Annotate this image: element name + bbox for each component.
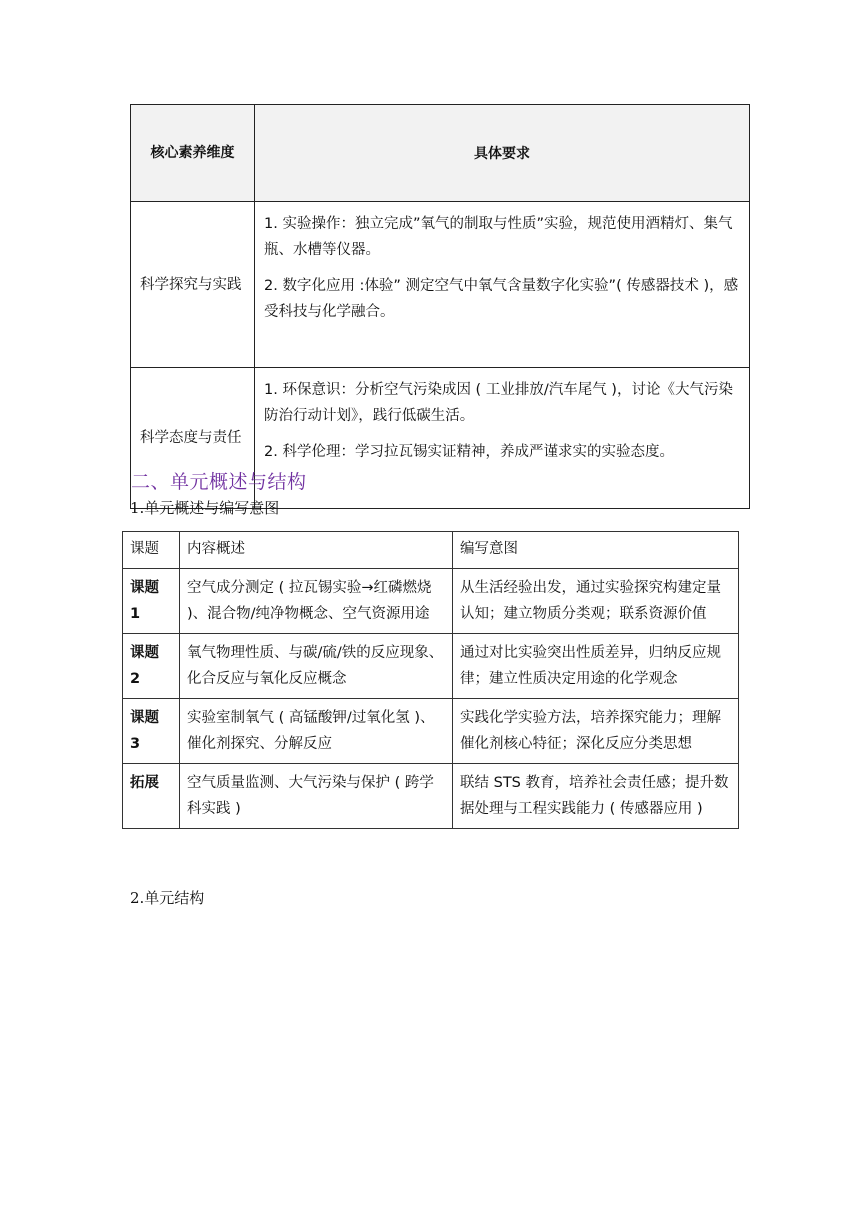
intent-cell: 通过对比实验突出性质差异，归纳反应规律；建立性质决定用途的化学观念 (453, 634, 739, 699)
requirement-item: 1. 实验操作：独立完成”氧气的制取与性质”实验，规范使用酒精灯、集气瓶、水槽等仪器。 (264, 216, 733, 258)
intent-cell: 实践化学实验方法，培养探究能力；理解催化剂核心特征；深化反应分类思想 (453, 699, 739, 764)
requirement-item: 2. 科学伦理：学习拉瓦锡实证精神，养成严谨求实的实验态度。 (264, 444, 674, 460)
table-row (123, 699, 739, 764)
subsection-title: 2.单元结构 (130, 889, 205, 907)
table-row (131, 202, 750, 368)
header-requirement: 具体要求 (255, 105, 750, 202)
requirement-item: 1. 环保意识：分析空气污染成因 ( 工业排放/汽车尾气 )，讨论《大气污染防治行动计划》，践行低碳生活。 (264, 382, 733, 424)
table-header-row (123, 532, 739, 569)
table-row (123, 569, 739, 634)
dimension-cell: 科学态度与责任 (131, 368, 255, 509)
table-row (123, 764, 739, 829)
content-cell: 实验室制氧气 ( 高锰酸钾/过氧化氢 )、催化剂探究、分解反应 (180, 699, 453, 764)
unit-overview-table (122, 531, 739, 829)
header-intent: 编写意图 (453, 532, 739, 569)
intent-cell: 联结 STS 教育，培养社会责任感；提升数据处理与工程实践能力 ( 传感器应用 ) (453, 764, 739, 829)
topic-cell: 课题 3 (123, 699, 180, 764)
header-content: 内容概述 (180, 532, 453, 569)
topic-cell: 拓展 (123, 764, 180, 829)
requirement-cell (255, 202, 750, 368)
intent-cell: 从生活经验出发，通过实验探究构建定量认知；建立物质分类观；联系资源价值 (453, 569, 739, 634)
topic-cell: 课题 2 (123, 634, 180, 699)
content-cell: 氧气物理性质、与碳/硫/铁的反应现象、化合反应与氧化反应概念 (180, 634, 453, 699)
dimension-cell: 科学探究与实践 (131, 202, 255, 368)
content-cell: 空气质量监测、大气污染与保护 ( 跨学科实践 ) (180, 764, 453, 829)
topic-cell: 课题 1 (123, 569, 180, 634)
table-row (123, 634, 739, 699)
requirement-item: 2. 数字化应用 :体验” 测定空气中氧气含量数字化实验”( 传感器技术 )，感受科技与化学融合。 (264, 278, 739, 320)
content-cell: 空气成分测定 ( 拉瓦锡实验→红磷燃烧 )、混合物/纯净物概念、空气资源用途 (180, 569, 453, 634)
requirement-cell (255, 368, 750, 509)
subsection-title: 1.单元概述与编写意图 (130, 499, 280, 517)
section-title: 二、单元概述与结构 (131, 471, 307, 493)
header-topic: 课题 (123, 532, 180, 569)
header-dimension: 核心素养维度 (131, 105, 255, 202)
table-header-row (131, 105, 750, 202)
literacy-requirements-table (130, 104, 750, 509)
